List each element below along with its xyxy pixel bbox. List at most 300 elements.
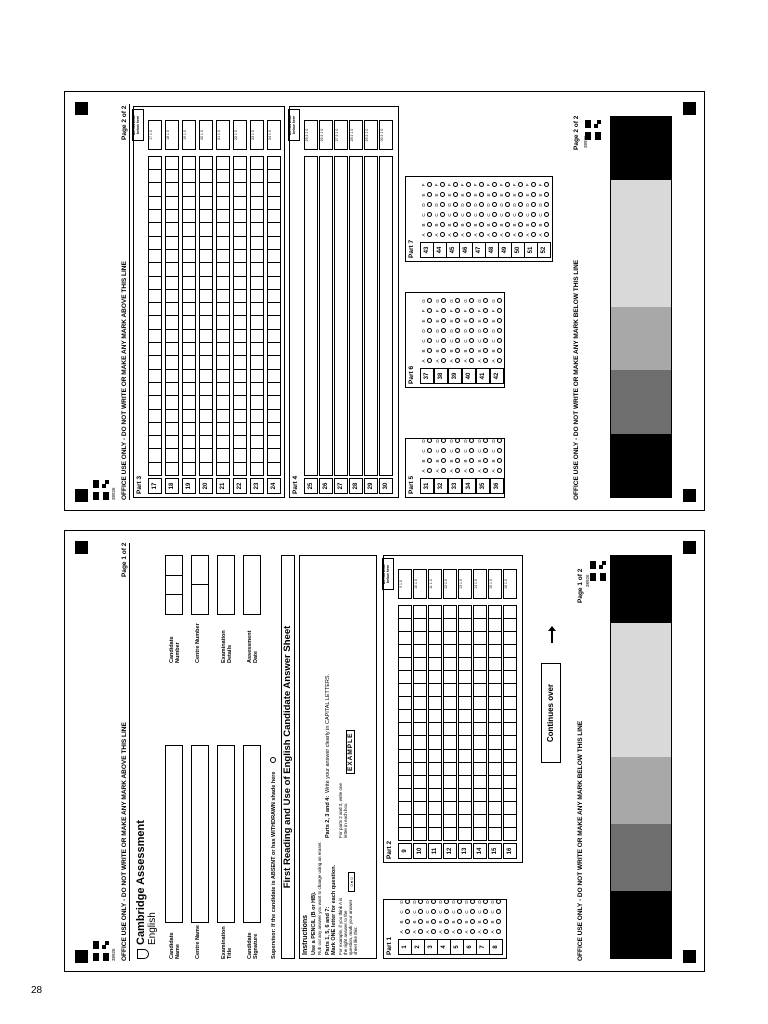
letter-box[interactable] — [414, 789, 426, 802]
letter-box[interactable] — [399, 828, 411, 840]
letter-box[interactable] — [489, 737, 501, 750]
option-bubble[interactable] — [492, 233, 497, 238]
option-bubble[interactable] — [440, 193, 445, 198]
letter-box[interactable] — [234, 263, 246, 276]
letter-box[interactable] — [268, 396, 280, 409]
option-e[interactable] — [473, 190, 484, 200]
option-c[interactable] — [463, 336, 474, 346]
letter-box[interactable] — [234, 210, 246, 223]
letter-box[interactable] — [200, 223, 212, 236]
letter-box[interactable] — [200, 383, 212, 396]
option-bubble[interactable] — [466, 223, 471, 228]
letter-box[interactable] — [429, 697, 441, 710]
option-d[interactable] — [421, 326, 432, 336]
letter-box[interactable] — [217, 330, 229, 343]
answer-letter-boxes[interactable] — [443, 605, 457, 841]
letter-box[interactable] — [489, 645, 501, 658]
option-c[interactable] — [491, 446, 502, 456]
option-bubble[interactable] — [427, 183, 432, 188]
letter-box[interactable] — [459, 658, 471, 671]
letter-box[interactable] — [489, 632, 501, 645]
option-bubble[interactable] — [453, 233, 458, 238]
option-a[interactable] — [512, 230, 523, 240]
answer-letter-boxes[interactable] — [250, 156, 264, 476]
option-e[interactable] — [486, 190, 497, 200]
option-bubble[interactable] — [518, 203, 523, 208]
option-bubble[interactable] — [469, 299, 474, 304]
option-e[interactable] — [538, 190, 549, 200]
letter-box[interactable] — [149, 356, 161, 369]
option-g[interactable] — [491, 296, 502, 306]
option-c[interactable] — [421, 210, 432, 220]
option-bubble[interactable] — [455, 329, 460, 334]
option-e[interactable] — [435, 316, 446, 326]
letter-box[interactable] — [268, 463, 280, 475]
option-bubble[interactable] — [441, 469, 446, 474]
letter-box[interactable] — [489, 658, 501, 671]
letter-box[interactable] — [149, 449, 161, 462]
letter-box[interactable] — [504, 802, 516, 815]
letter-box[interactable] — [504, 606, 516, 619]
option-bubble[interactable] — [457, 910, 462, 915]
letter-box[interactable] — [399, 619, 411, 632]
option-b[interactable] — [399, 917, 410, 927]
option-bubble[interactable] — [497, 459, 502, 464]
letter-box[interactable] — [429, 671, 441, 684]
option-c[interactable] — [490, 907, 501, 917]
option-bubble[interactable] — [497, 359, 502, 364]
option-bubble[interactable] — [483, 349, 488, 354]
option-b[interactable] — [477, 917, 488, 927]
option-bubble[interactable] — [544, 183, 549, 188]
letter-box[interactable] — [489, 763, 501, 776]
candidate-name-field[interactable] — [165, 745, 183, 923]
letter-box[interactable] — [414, 750, 426, 763]
option-bubble[interactable] — [497, 469, 502, 474]
letter-box[interactable] — [217, 290, 229, 303]
letter-box[interactable] — [399, 658, 411, 671]
option-bubble[interactable] — [531, 203, 536, 208]
option-c[interactable] — [449, 446, 460, 456]
letter-box[interactable] — [504, 710, 516, 723]
letter-box[interactable] — [429, 606, 441, 619]
letter-box[interactable] — [234, 463, 246, 475]
option-d[interactable] — [499, 200, 510, 210]
letter-box[interactable] — [149, 383, 161, 396]
letter-box[interactable] — [200, 370, 212, 383]
option-a[interactable] — [491, 356, 502, 366]
option-d[interactable] — [399, 897, 410, 907]
option-b[interactable] — [421, 220, 432, 230]
letter-box[interactable] — [149, 263, 161, 276]
letter-box[interactable] — [489, 815, 501, 828]
letter-box[interactable] — [166, 263, 178, 276]
letter-box[interactable] — [251, 303, 263, 316]
letter-box[interactable] — [166, 183, 178, 196]
option-f[interactable] — [486, 180, 497, 190]
candidate-signature-field[interactable] — [243, 745, 261, 923]
option-bubble[interactable] — [483, 329, 488, 334]
letter-box[interactable] — [217, 383, 229, 396]
letter-box[interactable] — [234, 170, 246, 183]
letter-box[interactable] — [474, 776, 486, 789]
option-bubble[interactable] — [505, 213, 510, 218]
letter-box[interactable] — [183, 303, 195, 316]
letter-box[interactable] — [504, 776, 516, 789]
letter-box[interactable] — [268, 210, 280, 223]
letter-box[interactable] — [268, 316, 280, 329]
letter-box[interactable] — [200, 330, 212, 343]
letter-box[interactable] — [251, 210, 263, 223]
letter-box[interactable] — [399, 710, 411, 723]
option-a[interactable] — [525, 230, 536, 240]
letter-box[interactable] — [217, 436, 229, 449]
option-c[interactable] — [473, 210, 484, 220]
letter-box[interactable] — [399, 750, 411, 763]
letter-box[interactable] — [183, 330, 195, 343]
answer-letter-boxes[interactable] — [413, 605, 427, 841]
letter-box[interactable] — [217, 316, 229, 329]
letter-box[interactable] — [414, 645, 426, 658]
option-c[interactable] — [538, 210, 549, 220]
option-g[interactable] — [477, 296, 488, 306]
option-c[interactable] — [425, 907, 436, 917]
letter-box[interactable] — [399, 723, 411, 736]
option-bubble[interactable] — [497, 329, 502, 334]
letter-box[interactable] — [234, 449, 246, 462]
option-bubble[interactable] — [405, 910, 410, 915]
option-bubble[interactable] — [492, 183, 497, 188]
letter-box[interactable] — [200, 197, 212, 210]
option-bubble[interactable] — [455, 459, 460, 464]
option-b[interactable] — [477, 346, 488, 356]
letter-box[interactable] — [268, 263, 280, 276]
letter-box[interactable] — [414, 606, 426, 619]
letter-box[interactable] — [234, 410, 246, 423]
option-bubble[interactable] — [453, 213, 458, 218]
option-bubble[interactable] — [427, 339, 432, 344]
answer-letter-boxes[interactable] — [148, 156, 162, 476]
option-bubble[interactable] — [469, 439, 474, 444]
option-a[interactable] — [421, 230, 432, 240]
letter-box[interactable] — [268, 197, 280, 210]
option-b[interactable] — [421, 346, 432, 356]
letter-box[interactable] — [183, 383, 195, 396]
option-bubble[interactable] — [427, 329, 432, 334]
letter-box[interactable] — [149, 157, 161, 170]
option-bubble[interactable] — [479, 213, 484, 218]
letter-box[interactable] — [234, 383, 246, 396]
option-c[interactable] — [435, 336, 446, 346]
letter-box[interactable] — [444, 697, 456, 710]
option-a[interactable] — [412, 927, 423, 937]
option-c[interactable] — [491, 336, 502, 346]
option-c[interactable] — [412, 907, 423, 917]
letter-box[interactable] — [251, 197, 263, 210]
letter-box[interactable] — [183, 277, 195, 290]
letter-box[interactable] — [459, 645, 471, 658]
option-b[interactable] — [463, 346, 474, 356]
answer-letter-boxes[interactable] — [398, 605, 412, 841]
option-b[interactable] — [425, 917, 436, 927]
option-a[interactable] — [460, 230, 471, 240]
letter-box[interactable] — [444, 789, 456, 802]
letter-box[interactable] — [200, 157, 212, 170]
option-bubble[interactable] — [470, 900, 475, 905]
option-bubble[interactable] — [479, 183, 484, 188]
option-c[interactable] — [438, 907, 449, 917]
option-bubble[interactable] — [479, 193, 484, 198]
answer-letter-boxes[interactable] — [488, 605, 502, 841]
letter-box[interactable] — [166, 210, 178, 223]
letter-box[interactable] — [268, 277, 280, 290]
letter-box[interactable] — [399, 671, 411, 684]
option-a[interactable] — [435, 356, 446, 366]
letter-box[interactable] — [444, 815, 456, 828]
assessment-date-field[interactable] — [243, 555, 261, 615]
letter-box[interactable] — [251, 157, 263, 170]
option-bubble[interactable] — [483, 469, 488, 474]
option-bubble[interactable] — [479, 203, 484, 208]
letter-box[interactable] — [504, 619, 516, 632]
letter-box[interactable] — [149, 410, 161, 423]
letter-box[interactable] — [414, 723, 426, 736]
letter-box[interactable] — [149, 183, 161, 196]
letter-box[interactable] — [234, 157, 246, 170]
letter-box[interactable] — [217, 343, 229, 356]
letter-box[interactable] — [504, 723, 516, 736]
option-b[interactable] — [477, 456, 488, 466]
option-d[interactable] — [473, 200, 484, 210]
letter-box[interactable] — [459, 697, 471, 710]
letter-box[interactable] — [217, 157, 229, 170]
option-bubble[interactable] — [455, 469, 460, 474]
letter-box[interactable] — [459, 737, 471, 750]
letter-box[interactable] — [251, 250, 263, 263]
letter-box[interactable] — [414, 776, 426, 789]
option-d[interactable] — [434, 200, 445, 210]
option-bubble[interactable] — [505, 233, 510, 238]
option-a[interactable] — [477, 466, 488, 476]
answer-letter-boxes[interactable] — [473, 605, 487, 841]
letter-box[interactable] — [183, 370, 195, 383]
answer-letter-boxes[interactable] — [458, 605, 472, 841]
option-bubble[interactable] — [440, 183, 445, 188]
letter-box[interactable] — [268, 423, 280, 436]
letter-box[interactable] — [217, 223, 229, 236]
letter-box[interactable] — [166, 370, 178, 383]
letter-box[interactable] — [234, 223, 246, 236]
option-c[interactable] — [477, 446, 488, 456]
option-a[interactable] — [421, 356, 432, 366]
letter-box[interactable] — [399, 815, 411, 828]
letter-box[interactable] — [489, 697, 501, 710]
option-f[interactable] — [473, 180, 484, 190]
option-d[interactable] — [477, 436, 488, 446]
letter-box[interactable] — [444, 619, 456, 632]
letter-box[interactable] — [166, 383, 178, 396]
option-bubble[interactable] — [457, 930, 462, 935]
option-d[interactable] — [538, 200, 549, 210]
option-c[interactable] — [499, 210, 510, 220]
letter-box[interactable] — [251, 343, 263, 356]
letter-box[interactable] — [251, 383, 263, 396]
letter-box[interactable] — [429, 645, 441, 658]
option-bubble[interactable] — [431, 930, 436, 935]
letter-box[interactable] — [149, 210, 161, 223]
letter-box[interactable] — [399, 776, 411, 789]
option-bubble[interactable] — [544, 233, 549, 238]
letter-box[interactable] — [268, 170, 280, 183]
option-bubble[interactable] — [455, 309, 460, 314]
letter-box[interactable] — [183, 210, 195, 223]
letter-box[interactable] — [183, 356, 195, 369]
letter-box[interactable] — [268, 330, 280, 343]
option-f[interactable] — [525, 180, 536, 190]
option-bubble[interactable] — [427, 469, 432, 474]
absent-bubble[interactable] — [270, 757, 276, 763]
option-bubble[interactable] — [405, 920, 410, 925]
letter-box[interactable] — [444, 645, 456, 658]
option-bubble[interactable] — [455, 349, 460, 354]
letter-box[interactable] — [444, 671, 456, 684]
option-c[interactable] — [434, 210, 445, 220]
letter-box[interactable] — [251, 183, 263, 196]
option-d[interactable] — [491, 436, 502, 446]
letter-box[interactable] — [459, 671, 471, 684]
letter-box[interactable] — [166, 330, 178, 343]
option-b[interactable] — [491, 456, 502, 466]
letter-box[interactable] — [251, 170, 263, 183]
letter-box[interactable] — [217, 210, 229, 223]
option-e[interactable] — [477, 316, 488, 326]
option-a[interactable] — [449, 356, 460, 366]
option-c[interactable] — [421, 446, 432, 456]
option-bubble[interactable] — [518, 233, 523, 238]
option-bubble[interactable] — [466, 233, 471, 238]
option-f[interactable] — [491, 306, 502, 316]
answer-line[interactable] — [334, 156, 348, 476]
option-b[interactable] — [538, 220, 549, 230]
letter-box[interactable] — [474, 828, 486, 840]
option-b[interactable] — [451, 917, 462, 927]
letter-box[interactable] — [166, 303, 178, 316]
exam-details-field[interactable] — [217, 555, 235, 615]
letter-box[interactable] — [217, 449, 229, 462]
option-bubble[interactable] — [505, 183, 510, 188]
letter-box[interactable] — [444, 737, 456, 750]
letter-box[interactable] — [200, 356, 212, 369]
option-bubble[interactable] — [466, 203, 471, 208]
letter-box[interactable] — [183, 197, 195, 210]
option-bubble[interactable] — [469, 329, 474, 334]
letter-box[interactable] — [399, 737, 411, 750]
option-c[interactable] — [477, 336, 488, 346]
option-d[interactable] — [463, 326, 474, 336]
option-bubble[interactable] — [469, 309, 474, 314]
letter-box[interactable] — [459, 802, 471, 815]
option-bubble[interactable] — [483, 900, 488, 905]
option-bubble[interactable] — [483, 910, 488, 915]
letter-box[interactable] — [251, 410, 263, 423]
letter-box[interactable] — [459, 723, 471, 736]
option-b[interactable] — [464, 917, 475, 927]
letter-box[interactable] — [268, 303, 280, 316]
option-f[interactable] — [499, 180, 510, 190]
letter-box[interactable] — [474, 789, 486, 802]
letter-box[interactable] — [149, 396, 161, 409]
option-bubble[interactable] — [483, 439, 488, 444]
letter-box[interactable] — [444, 632, 456, 645]
letter-box[interactable] — [474, 710, 486, 723]
option-d[interactable] — [464, 897, 475, 907]
answer-letter-boxes[interactable] — [503, 605, 517, 841]
letter-box[interactable] — [444, 684, 456, 697]
option-d[interactable] — [421, 436, 432, 446]
letter-box[interactable] — [183, 290, 195, 303]
letter-box[interactable] — [251, 330, 263, 343]
option-b[interactable] — [447, 220, 458, 230]
answer-line[interactable] — [364, 156, 378, 476]
letter-box[interactable] — [251, 423, 263, 436]
option-g[interactable] — [463, 296, 474, 306]
option-bubble[interactable] — [518, 223, 523, 228]
letter-box[interactable] — [474, 658, 486, 671]
option-bubble[interactable] — [497, 339, 502, 344]
answer-line[interactable] — [319, 156, 333, 476]
option-bubble[interactable] — [470, 920, 475, 925]
letter-box[interactable] — [200, 343, 212, 356]
option-e[interactable] — [434, 190, 445, 200]
option-bubble[interactable] — [441, 349, 446, 354]
option-bubble[interactable] — [497, 349, 502, 354]
option-bubble[interactable] — [544, 213, 549, 218]
letter-box[interactable] — [444, 750, 456, 763]
letter-box[interactable] — [474, 750, 486, 763]
letter-box[interactable] — [200, 210, 212, 223]
option-a[interactable] — [499, 230, 510, 240]
letter-box[interactable] — [504, 815, 516, 828]
option-bubble[interactable] — [505, 193, 510, 198]
option-bubble[interactable] — [427, 213, 432, 218]
answer-letter-boxes[interactable] — [199, 156, 213, 476]
letter-box[interactable] — [234, 183, 246, 196]
option-bubble[interactable] — [483, 359, 488, 364]
option-a[interactable] — [435, 466, 446, 476]
letter-box[interactable] — [474, 645, 486, 658]
letter-box[interactable] — [183, 316, 195, 329]
option-bubble[interactable] — [418, 920, 423, 925]
letter-box[interactable] — [504, 632, 516, 645]
letter-box[interactable] — [444, 828, 456, 840]
option-b[interactable] — [435, 456, 446, 466]
option-bubble[interactable] — [427, 439, 432, 444]
letter-box[interactable] — [183, 237, 195, 250]
option-f[interactable] — [434, 180, 445, 190]
option-b[interactable] — [525, 220, 536, 230]
letter-box[interactable] — [200, 277, 212, 290]
letter-box[interactable] — [166, 423, 178, 436]
letter-box[interactable] — [459, 606, 471, 619]
letter-box[interactable] — [459, 750, 471, 763]
letter-box[interactable] — [474, 737, 486, 750]
letter-box[interactable] — [149, 436, 161, 449]
letter-box[interactable] — [200, 250, 212, 263]
letter-box[interactable] — [399, 632, 411, 645]
letter-box[interactable] — [217, 277, 229, 290]
option-bubble[interactable] — [518, 193, 523, 198]
letter-box[interactable] — [200, 237, 212, 250]
